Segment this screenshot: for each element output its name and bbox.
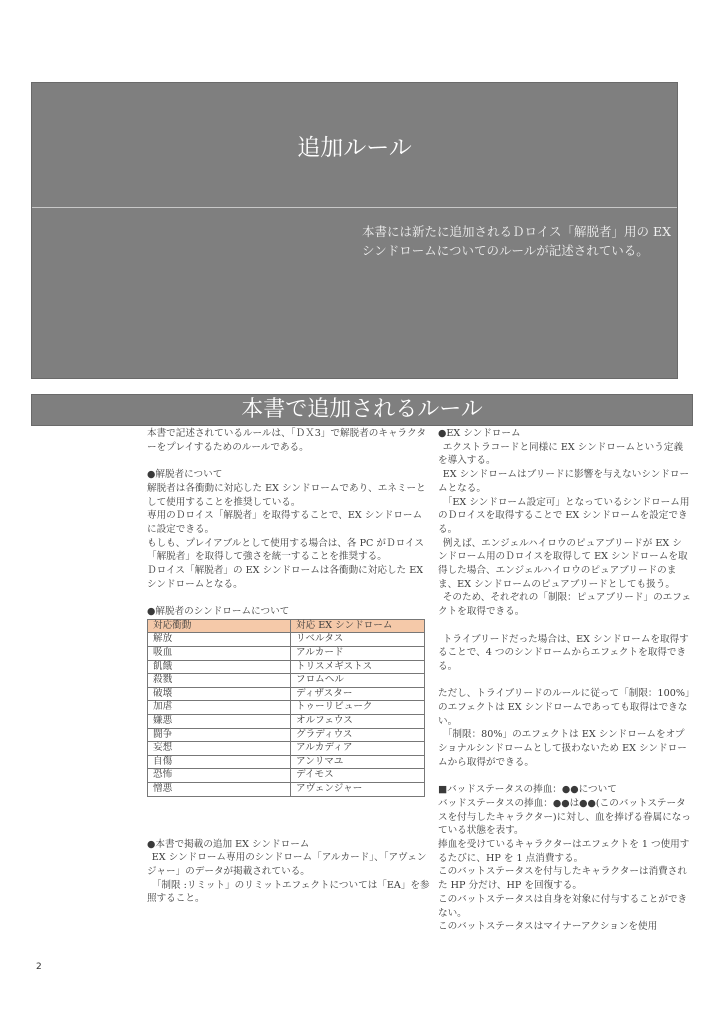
hero-description: 本書には新たに追加されるＤロイス「解脱者」用の EX シンドロームについてのルールが記述されている。 <box>362 224 671 258</box>
syndrome-table <box>147 619 425 797</box>
spacer <box>147 591 430 605</box>
table-row <box>148 714 425 728</box>
syndrome-cell: デイモス <box>291 769 425 783</box>
added-syndrome-heading: ●本書で掲載の追加 EX シンドローム <box>147 838 310 850</box>
about-paragraph: もしも、プレイアブルとして使用する場合は、各 PC がＤロイス「解脱者」を取得して強さを統一することを推奨する。 <box>147 537 425 563</box>
about-paragraph: 専用のＤロイス「解脱者」を取得することで、EX シンドロームに設定できる。 <box>147 510 423 535</box>
intro-paragraph: 本書で記述されているルールは、「ＤＸ3」で解脱者のキャラクターをプレイするためのルールである。 <box>147 428 427 453</box>
added-syndrome-paragraph: EX シンドローム専用のシンドローム「アルカード」、「アヴェンジャー」のデータが掲載されている。 <box>147 852 427 877</box>
table-row <box>148 742 425 756</box>
about-heading: ●解脱者について <box>147 469 223 481</box>
impulse-cell: 解放 <box>148 633 291 647</box>
table-row <box>148 728 425 742</box>
bad-status-heading: ■バッドステータスの捧血：●●について <box>438 784 617 796</box>
impulse-cell: 飢餓 <box>148 660 291 674</box>
page-number: 2 <box>36 962 42 972</box>
table-row <box>148 769 425 783</box>
spacer <box>438 674 691 688</box>
ex-syndrome-paragraph: エクストラコードと同様に EX シンドロームという定義を導入する。 <box>438 441 684 467</box>
right-column <box>438 427 691 934</box>
limit-paragraph: ただし、トライブリードのルールに従って「制限：100%」のエフェクトは EX シンドロームであっても取得はできない。 <box>438 688 690 727</box>
hero-divider <box>32 207 677 208</box>
title-block <box>31 82 678 379</box>
syndrome-cell: アルカード <box>291 647 425 661</box>
spacer <box>438 770 691 784</box>
table-row <box>148 674 425 688</box>
syndrome-cell: アルカディア <box>291 742 425 756</box>
impulse-cell: 殺戮 <box>148 674 291 688</box>
impulse-cell: 吸血 <box>148 647 291 661</box>
syndrome-cell: トゥーリビューク <box>291 701 425 715</box>
table-row <box>148 755 425 769</box>
bad-status-paragraph: このバットステータスを付与したキャラクターは消費された HP 分だけ、HP を回復する。 <box>438 866 687 892</box>
table-row <box>148 687 425 701</box>
ex-syndrome-paragraph: そのため、それぞれの「制限：ピュアブリード」のエフェクトを取得できる。 <box>438 592 691 618</box>
impulse-cell: 闘争 <box>148 728 291 742</box>
limit-paragraph: 「制限：80%」のエフェクトは EX シンドロームをオプショナルシンドロームとして扱わないため EX シンドロームから取得ができる。 <box>438 729 687 768</box>
bad-status-paragraph: バッドステータスの捧血：●●は●●(このバットステータスを付与したキャラクター)に対し、血を捧げる眷属になっている状態を表す。 <box>438 797 691 837</box>
table-heading: ●解脱者のシンドロームについて <box>147 606 290 618</box>
about-paragraph: Ｄロイス「解脱者」の EX シンドロームは各衝動に対応した EX シンドロームとなる。 <box>147 565 424 590</box>
table-row <box>148 782 425 796</box>
impulse-cell: 加虐 <box>148 701 291 715</box>
added-syndrome-paragraph: 「制限 :リミット」のリミットエフェクトについては「EA」を参照すること。 <box>147 879 430 905</box>
impulse-cell: 憎悪 <box>148 782 291 796</box>
impulse-cell: 嫌悪 <box>148 714 291 728</box>
syndrome-cell: アンリマユ <box>291 755 425 769</box>
section-title: 本書で追加されるルール <box>241 397 483 422</box>
syndrome-cell: グラディウス <box>291 728 425 742</box>
syndrome-cell: リベルタス <box>291 633 425 647</box>
syndrome-cell: トリスメギストス <box>291 660 425 674</box>
bad-status-paragraph: 捧血を受けているキャラクターはエフェクトを 1 つ使用するたびに、HP を 1 点消費する。 <box>438 839 690 864</box>
tribreed-paragraph: トライブリードだった場合は、EX シンドロームを取得することで、4 つのシンドロームからエフェクトを取得できる。 <box>438 633 689 672</box>
table-row <box>148 633 425 647</box>
table-row <box>148 660 425 674</box>
ex-syndrome-paragraph: 「EX シンドローム設定可」となっているシンドローム用のＤロイスを取得することで EX シンドロームを設定できる。 <box>438 496 690 535</box>
spacer <box>147 454 430 468</box>
syndrome-cell: フロムヘル <box>291 674 425 688</box>
column-header: 対応 EX シンドローム <box>291 619 425 633</box>
spacer <box>147 810 430 824</box>
bad-status-paragraph: このバットステータスは自身を対象に付与することができない。 <box>438 893 688 919</box>
bad-status-paragraph: このバットステータスはマイナーアクションを使用 <box>438 921 658 933</box>
syndrome-cell: アヴェンジャー <box>291 782 425 796</box>
table-row <box>148 647 425 661</box>
about-paragraph: 解脱者は各衝動に対応した EX シンドロームであり、エネミーとして使用することを推奨している。 <box>147 482 426 508</box>
table-row <box>148 701 425 715</box>
ex-syndrome-heading: ●EX シンドローム <box>438 428 521 439</box>
impulse-cell: 破壊 <box>148 687 291 701</box>
syndrome-cell: ディザスター <box>291 687 425 701</box>
ex-syndrome-paragraph: 例えば、エンジェルハイロウのピュアブリードが EX シンドローム用のＤロイスを取得して EX シンドロームを取得した場合、エンジェルハイロウのピュアブリードのまま、EX シンドロームのピュアブリードとしても扱う。 <box>438 537 688 590</box>
column-header: 対応衝動 <box>148 619 291 633</box>
table-header-row <box>148 619 425 633</box>
impulse-cell: 自傷 <box>148 755 291 769</box>
impulse-cell: 恐怖 <box>148 769 291 783</box>
ex-syndrome-paragraph: EX シンドロームはブリードに影響を与えないシンドロームとなる。 <box>438 469 690 494</box>
spacer <box>147 824 430 838</box>
syndrome-cell: オルフェウス <box>291 714 425 728</box>
spacer <box>147 797 430 811</box>
impulse-cell: 妄想 <box>148 742 291 756</box>
left-column <box>147 427 430 906</box>
section-banner <box>31 394 693 426</box>
spacer <box>438 619 691 633</box>
hero-title: 追加ルール <box>297 135 412 161</box>
